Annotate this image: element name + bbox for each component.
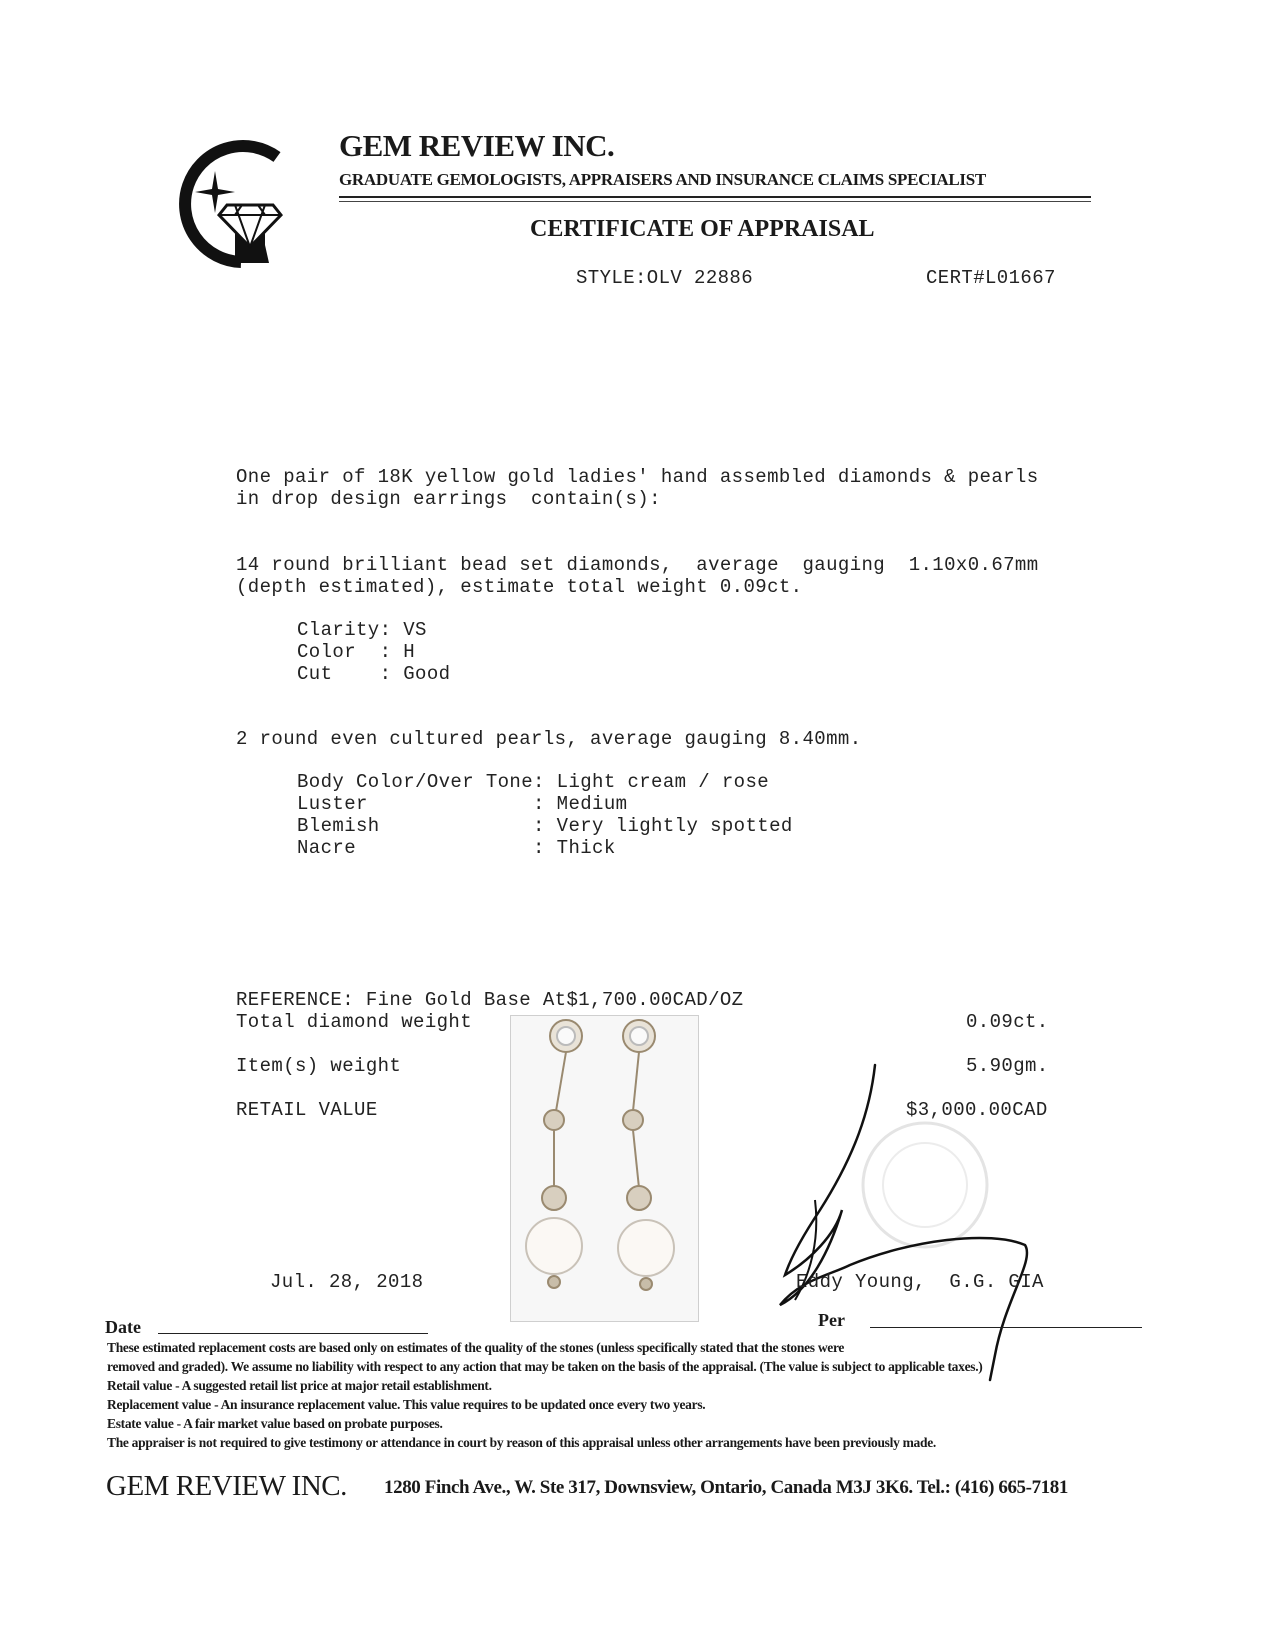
item-description-line-1: One pair of 18K yellow gold ladies' hand assembled diamonds & pearls <box>236 466 1039 488</box>
disclaimer-line-3: Retail value - A suggested retail list price at major retail establishment. <box>107 1378 492 1393</box>
company-name: GEM REVIEW INC. <box>339 128 615 163</box>
diamond-cut: Cut : Good <box>297 663 451 685</box>
gold-reference: REFERENCE: Fine Gold Base At$1,700.00CAD/OZ <box>236 989 744 1011</box>
pearl-luster: Luster : Medium <box>297 793 628 815</box>
item-weight-label: Item(s) weight <box>236 1055 402 1077</box>
date-underline <box>158 1333 428 1334</box>
pearl-blemish: Blemish : Very lightly spotted <box>297 815 793 837</box>
diamond-clarity: Clarity: VS <box>297 619 427 641</box>
disclaimer-line-6: The appraiser is not required to give testimony or attendance in court by reason of this appraisal unless other arrangements have been previously made. <box>107 1435 936 1450</box>
pearl-nacre: Nacre : Thick <box>297 837 616 859</box>
footer-address: 1280 Finch Ave., W. Ste 317, Downsview, Ontario, Canada M3J 3K6. Tel.: (416) 665-7181 <box>384 1477 1068 1498</box>
disclaimer-line-5: Estate value - A fair market value based on probate purposes. <box>107 1416 443 1431</box>
retail-value: $3,000.00CAD <box>906 1099 1048 1121</box>
item-weight-value: 5.90gm. <box>966 1055 1049 1077</box>
total-diamond-weight-value: 0.09ct. <box>966 1011 1049 1033</box>
footer-company-name: GEM REVIEW INC. <box>106 1470 347 1502</box>
disclaimer-line-4: Replacement value - An insurance replacement value. This value requires to be updated once every two years. <box>107 1397 706 1412</box>
header-rule <box>339 196 1091 198</box>
header-rule-thin <box>339 201 1091 202</box>
pearl-body-color: Body Color/Over Tone: Light cream / rose <box>297 771 770 793</box>
date-label: Date <box>105 1317 141 1337</box>
total-diamond-weight-label: Total diamond weight <box>236 1011 473 1033</box>
pearl-description: 2 round even cultured pearls, average gauging 8.40mm. <box>236 728 862 750</box>
appraiser-name: Eddy Young, G.G. GIA <box>796 1271 1044 1293</box>
signature-underline <box>870 1327 1142 1328</box>
disclaimer-line-1: These estimated replacement costs are based only on estimates of the quality of the stones (unless specifically stated that the stones were <box>107 1340 845 1355</box>
appraisal-date: Jul. 28, 2018 <box>270 1271 424 1293</box>
item-description-line-2: in drop design earrings contain(s): <box>236 488 661 510</box>
company-tagline: GRADUATE GEMOLOGISTS, APPRAISERS AND INSURANCE CLAIMS SPECIALIST <box>339 170 986 189</box>
disclaimer-line-2: removed and graded). We assume no liability with respect to any action that may be taken on the basis of the appraisal. (The value is subject to applicable taxes.) <box>107 1359 983 1374</box>
company-logo-icon <box>165 135 295 270</box>
retail-value-label: RETAIL VALUE <box>236 1099 378 1121</box>
diamond-description-line-1: 14 round brilliant bead set diamonds, average gauging 1.10x0.67mm <box>236 554 1039 576</box>
diamond-color: Color : H <box>297 641 416 663</box>
document-title: CERTIFICATE OF APPRAISAL <box>530 216 875 242</box>
diamond-description-line-2: (depth estimated), estimate total weight 0.09ct. <box>236 576 803 598</box>
earrings-photo-icon <box>510 1015 699 1322</box>
per-label: Per <box>818 1310 845 1330</box>
certificate-number: CERT#L01667 <box>926 267 1056 289</box>
style-number: STYLE:OLV 22886 <box>576 267 754 289</box>
